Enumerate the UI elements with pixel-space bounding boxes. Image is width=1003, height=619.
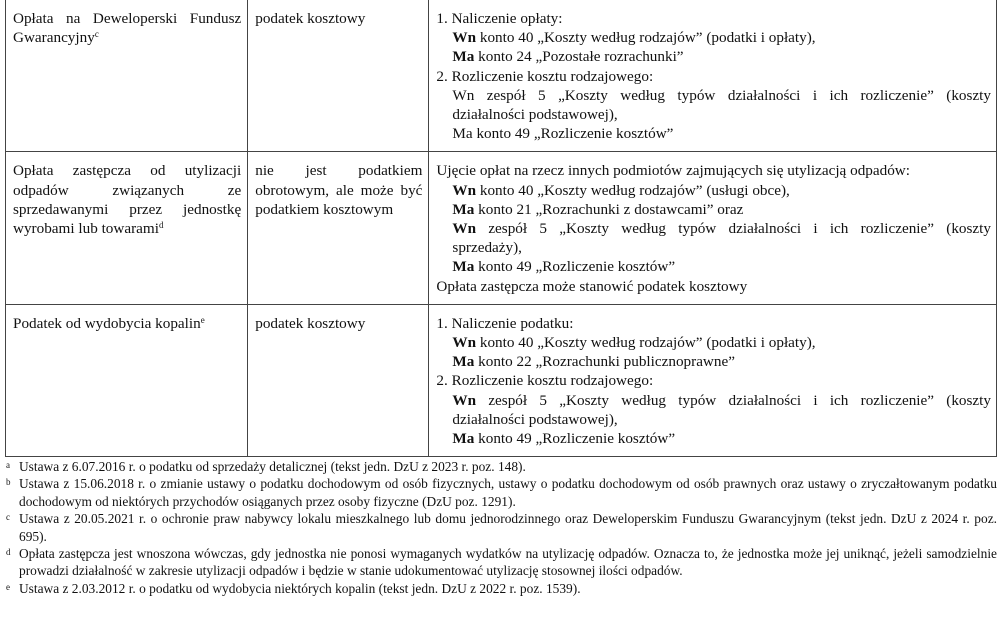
tax-name-cell bbox=[6, 152, 248, 304]
footnote-mark: c bbox=[6, 512, 10, 523]
table-row bbox=[6, 304, 997, 456]
footnote bbox=[5, 475, 997, 510]
footnote-ref: e bbox=[200, 314, 205, 325]
entry-line: Ma konto 21 „Rozrachunki z dostawcami” oraz bbox=[452, 200, 744, 218]
table-row bbox=[6, 152, 997, 304]
entries-cell bbox=[429, 304, 997, 456]
tax-type-cell bbox=[248, 304, 429, 456]
entry-line: sprzedaży), bbox=[452, 239, 522, 257]
entry-line: działalności podstawowej), bbox=[452, 410, 618, 428]
tax-type-cell bbox=[248, 0, 429, 152]
tax-name-cell bbox=[6, 304, 248, 456]
footnote-ref: d bbox=[158, 220, 164, 231]
footnote-mark: a bbox=[6, 460, 10, 470]
footnote bbox=[5, 545, 997, 580]
entry-line: Wn konto 40 „Koszty według rodzajów” (usługi obce), bbox=[452, 181, 790, 199]
accounting-table bbox=[5, 0, 997, 457]
entry-line: działalności podstawowej), bbox=[452, 106, 618, 124]
entry-line: 1. Naliczenie podatku: bbox=[436, 314, 574, 332]
entry-line: Wn konto 40 „Koszty według rodzajów” (podatki i opłaty), bbox=[452, 29, 816, 47]
entry-line: 1. Naliczenie opłaty: bbox=[436, 10, 563, 27]
table-row bbox=[6, 0, 997, 152]
entries-cell bbox=[429, 152, 997, 304]
footnote bbox=[5, 458, 997, 475]
footnote-text: Ustawa z 15.06.2018 r. o zmianie ustawy o podatku dochodowym od osób fizycznych, ustawy o podatku dochodowym od osób prawnych oraz ustawy o zryczałtowanym podatku dochodowym od niektórych przychodów osiąganych przez osoby fizyczne (DzU poz. 1291). bbox=[19, 476, 997, 509]
entry-line: Wn zespół 5 „Koszty według typów działalności i ich rozliczenie” (koszty bbox=[452, 220, 991, 238]
tax-type-cell bbox=[248, 152, 429, 304]
entry-line: Wn konto 40 „Koszty według rodzajów” (podatki i opłaty), bbox=[452, 334, 816, 352]
entry-line: Ma konto 24 „Pozostałe rozrachunki” bbox=[452, 48, 684, 66]
footnote bbox=[5, 580, 997, 597]
tax-name: Opłata na Deweloperski Fundusz Gwarancyjny bbox=[13, 10, 242, 47]
tax-type: podatek kosztowy bbox=[255, 10, 366, 27]
entry-line: Ujęcie opłat na rzecz innych podmiotów zajmujących się utylizacją odpadów: bbox=[436, 162, 910, 180]
footnote-text: Ustawa z 2.03.2012 r. o podatku od wydobycia niektórych kopalin (tekst jedn. DzU z 2022 r. poz. 1539). bbox=[19, 580, 581, 596]
tax-name: Opłata zastępcza od utylizacji odpadów związanych ze sprzedawanymi przez jednostkę wyrobami lub towarami bbox=[13, 162, 242, 238]
footnote bbox=[5, 510, 997, 545]
entry-line: Ma konto 49 „Rozliczenie kosztów” bbox=[452, 258, 676, 276]
tax-type: podatek kosztowy bbox=[255, 314, 366, 332]
footnote-ref: c bbox=[94, 29, 99, 40]
entry-line: Ma konto 22 „Rozrachunki publicznoprawne” bbox=[452, 353, 735, 371]
entry-line: Ma konto 49 „Rozliczenie kosztów” bbox=[452, 125, 674, 143]
tax-name-cell bbox=[6, 0, 248, 152]
footnotes bbox=[5, 458, 997, 597]
entries-cell bbox=[429, 0, 997, 152]
footnote-mark: d bbox=[6, 547, 11, 558]
footnote-mark: b bbox=[6, 477, 11, 488]
footnote-text: Ustawa z 20.05.2021 r. o ochronie praw nabywcy lokalu mieszkalnego lub domu jednorodzinnego oraz Deweloperskim Funduszu Gwarancyjnym (tekst jedn. DzU z 2024 r. poz. 695). bbox=[19, 511, 997, 544]
footnote-text: Opłata zastępcza jest wnoszona wówczas, gdy jednostka nie ponosi wymaganych wydatków na utylizację odpadów. Oznacza to, że jednostka może jej uniknąć, jeżeli samodzielnie prowadzi działalność w zakresie utylizacji odpadów i będzie w stanie udokumentować utylizację stosownej ilości odpadów. bbox=[19, 546, 997, 579]
entry-line: 2. Rozliczenie kosztu rodzajowego: bbox=[436, 67, 654, 85]
entry-line: Ma konto 49 „Rozliczenie kosztów” bbox=[452, 430, 676, 448]
tax-type: nie jest podatkiem obrotowym, ale może być podatkiem kosztowym bbox=[255, 162, 423, 218]
footnote-mark: e bbox=[6, 581, 10, 592]
footnote-text: Ustawa z 6.07.2016 r. o podatku od sprzedaży detalicznej (tekst jedn. DzU z 2023 r. poz. 148). bbox=[19, 459, 526, 474]
entry-line: Wn zespół 5 „Koszty według typów działalności i ich rozliczenie” (koszty bbox=[452, 86, 991, 104]
entry-line: Opłata zastępcza może stanowić podatek kosztowy bbox=[436, 277, 748, 295]
entry-line: Wn zespół 5 „Koszty według typów działalności i ich rozliczenie” (koszty bbox=[452, 391, 991, 409]
entry-line: 2. Rozliczenie kosztu rodzajowego: bbox=[436, 372, 654, 390]
tax-name: Podatek od wydobycia kopalin bbox=[13, 314, 201, 332]
